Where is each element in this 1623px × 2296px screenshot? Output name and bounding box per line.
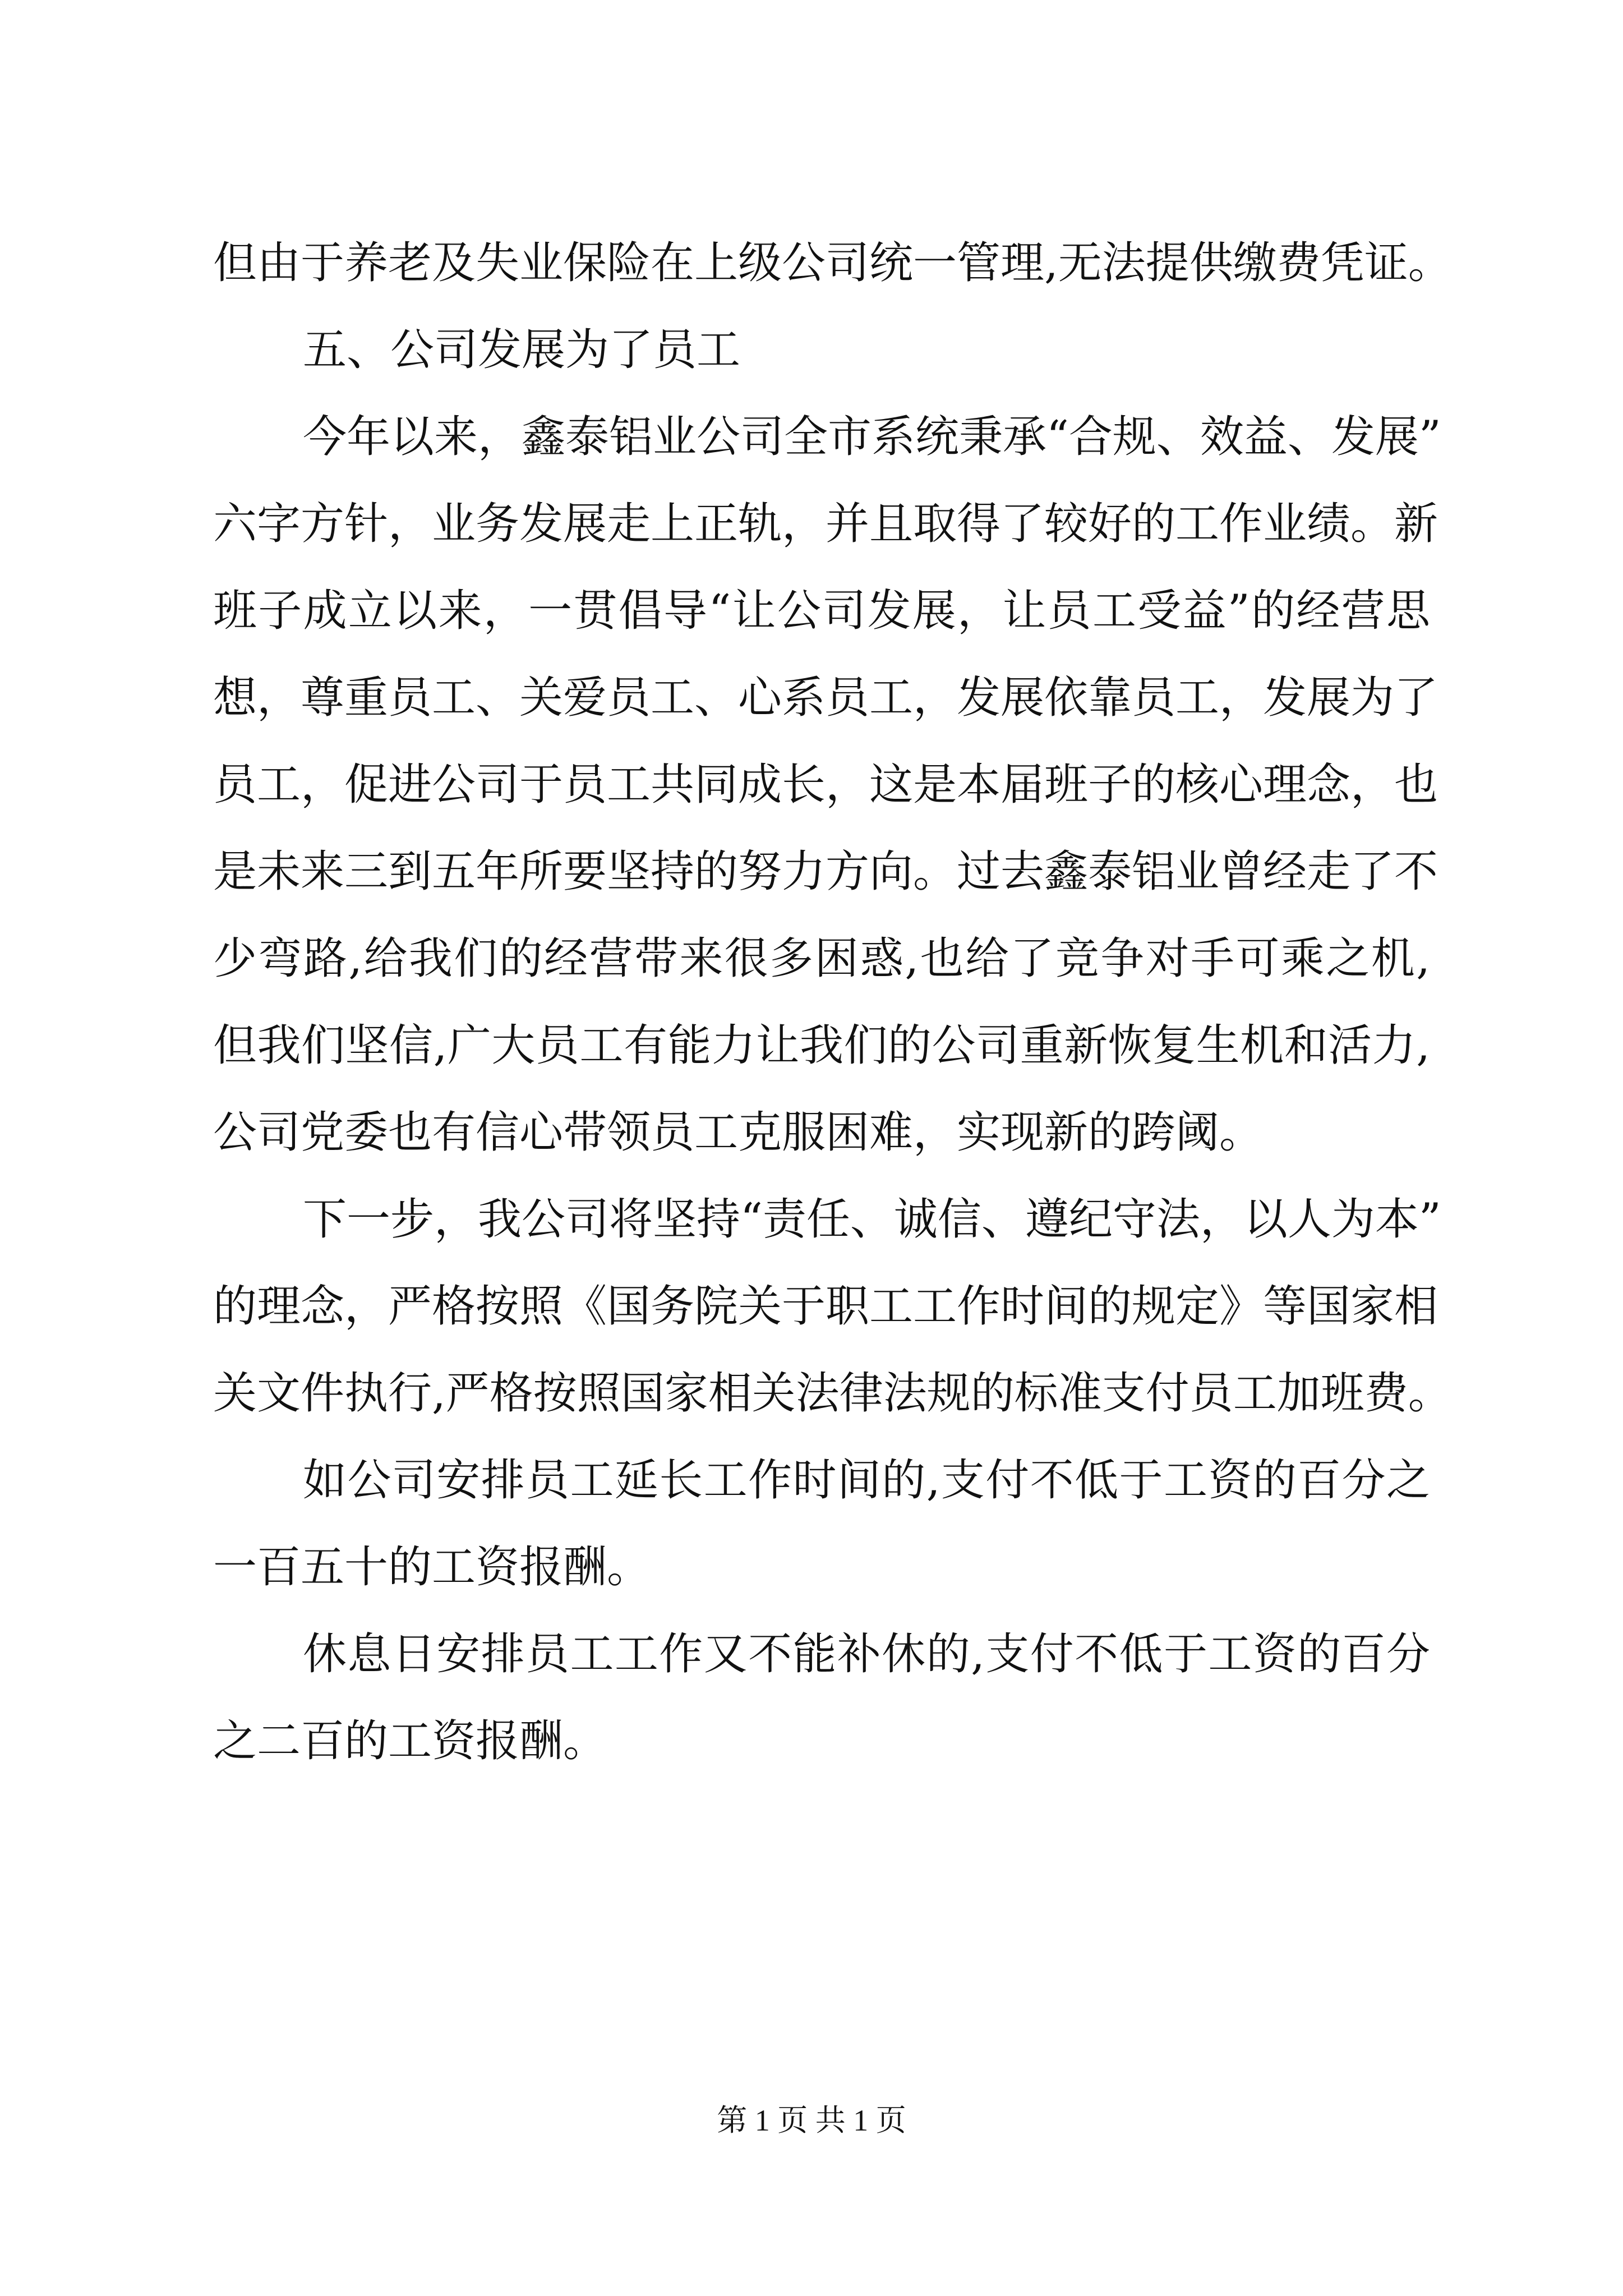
text-line-5: 班子成立以来，一贯倡导“让公司发展，让员工受益”的经营思 [213,586,1430,636]
text-line-7: 员工，促进公司于员工共同成长，这是本届班子的核心理念，也 [213,760,1438,810]
document-body [213,220,1452,1785]
text-line-14: 关文件执行,严格按照国家相关法律法规的标准支付员工加班费。 [213,1368,1452,1419]
text-line-6: 想，尊重员工、关爱员工、心系员工，发展依靠员工，发展为了 [213,673,1438,723]
text-line-17: 休息日安排员工工作又不能补休的,支付不低于工资的百分 [303,1629,1430,1680]
text-line-15: 如公司安排员工延长工作时间的,支付不低于工资的百分之 [303,1455,1430,1506]
page-footer: 第 1 页 共 1 页 [717,2104,906,2137]
text-line-2: 五、公司发展为了员工 [303,325,741,375]
text-line-18: 之二百的工资报酬。 [213,1716,607,1766]
text-line-12: 下一步，我公司将坚持“责任、诚信、遵纪守法，以人为本” [303,1194,1441,1245]
text-line-4: 六字方针，业务发展走上正轨，并且取得了较好的工作业绩。新 [213,499,1438,549]
text-line-11: 公司党委也有信心带领员工克服困难，实现新的跨阈。 [213,1107,1264,1158]
text-line-13: 的理念，严格按照《国务院关于职工工作时间的规定》等国家相 [213,1281,1438,1332]
text-line-10: 但我们坚信,广大员工有能力让我们的公司重新恢复生机和活力, [213,1020,1430,1071]
text-line-3: 今年以来，鑫泰铝业公司全市系统秉承“合规、效益、发展” [303,412,1441,462]
text-line-9: 少弯路,给我们的经营带来很多困惑,也给了竞争对手可乘之机, [213,933,1430,984]
text-line-16: 一百五十的工资报酬。 [213,1542,651,1593]
text-line-8: 是未来三到五年所要坚持的努力方向。过去鑫泰铝业曾经走了不 [213,846,1438,897]
text-line-1: 但由于养老及失业保险在上级公司统一管理,无法提供缴费凭证。 [213,238,1452,288]
